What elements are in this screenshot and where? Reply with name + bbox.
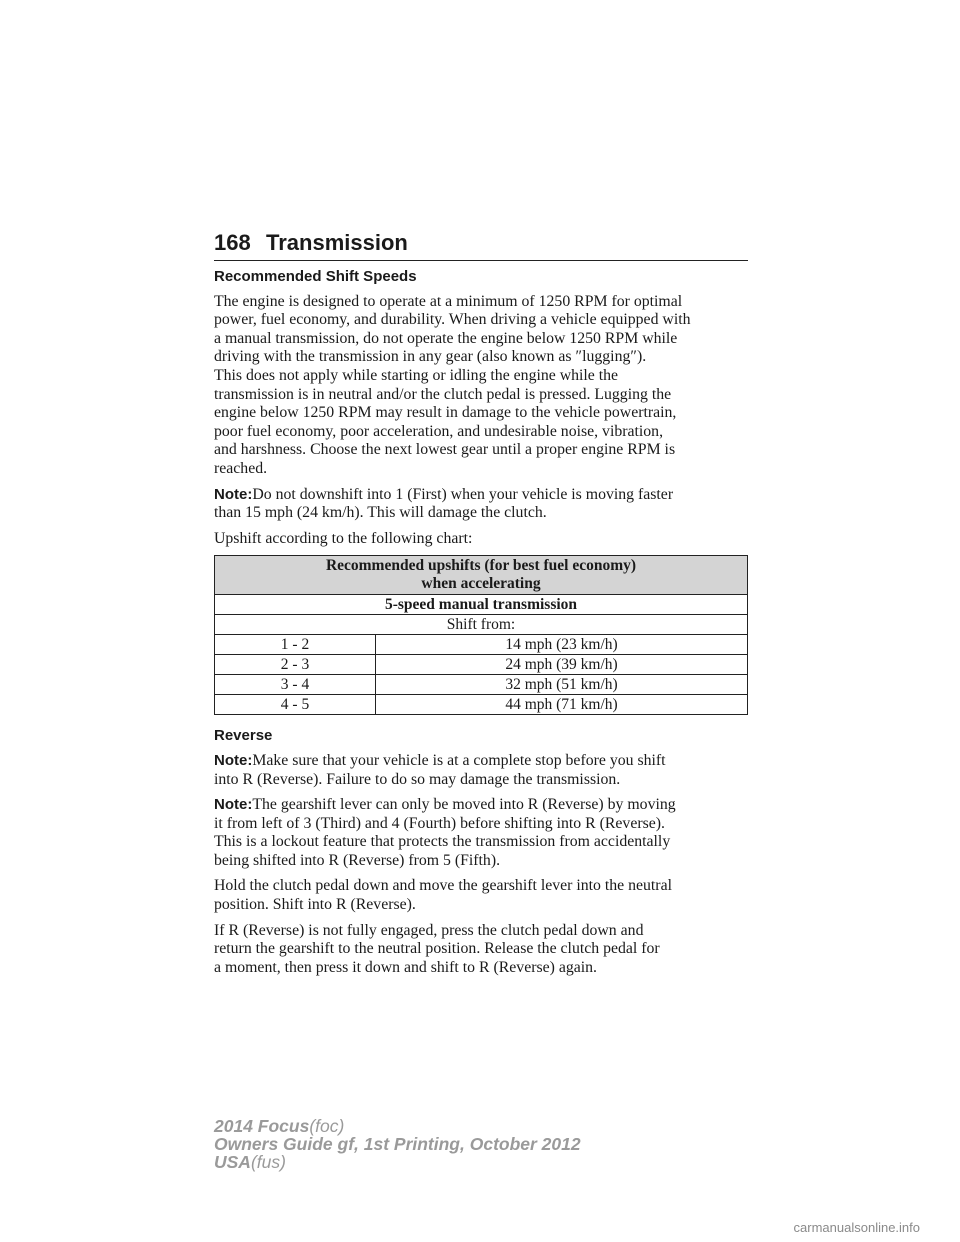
- table-row: [215, 655, 748, 675]
- text-line: This is a lockout feature that protects the transmission from accidentally: [214, 833, 671, 851]
- downshift-note: [214, 486, 750, 523]
- table-title-line: when accelerating: [421, 575, 541, 593]
- footer-guide-info: Owners Guide gf, 1st Printing, October 2012: [214, 1134, 581, 1154]
- reverse-note-2: [214, 796, 750, 870]
- table-row: [215, 695, 748, 715]
- text-line: position. Shift into R (Reverse).: [214, 896, 416, 914]
- note-text: Make sure that your vehicle is at a complete stop before you shift: [252, 751, 666, 769]
- reverse-paragraph-2: [214, 922, 750, 978]
- text-line: [214, 796, 750, 815]
- note-label: Note:: [214, 485, 253, 503]
- text-line: poor fuel economy, poor acceleration, and undesirable noise, vibration,: [214, 422, 664, 440]
- footer-market-code: (fus): [250, 1152, 286, 1172]
- text-line: Hold the clutch pedal down and move the gearshift lever into the neutral: [214, 877, 672, 895]
- footer-line: [214, 1117, 581, 1135]
- table-title: [215, 556, 748, 595]
- text-line: [214, 752, 750, 771]
- text-line: being shifted into R (Reverse) from 5 (Fifth).: [214, 851, 501, 869]
- text-line: engine below 1250 RPM may result in damage to the vehicle powertrain,: [214, 404, 677, 422]
- text-line: This does not apply while starting or idling the engine while the: [214, 366, 619, 384]
- page-header: [214, 228, 748, 261]
- table-subtitle: 5-speed manual transmission: [215, 595, 748, 615]
- text-line: a manual transmission, do not operate the engine below 1250 RPM while: [214, 329, 678, 347]
- reverse-paragraph-1: [214, 877, 750, 914]
- note-label: Note:: [214, 751, 253, 769]
- page-number: 168: [214, 230, 251, 255]
- reverse-note-1: [214, 752, 750, 789]
- table-row: [215, 635, 748, 655]
- gear-cell: 2 - 3: [215, 655, 376, 675]
- text-line: reached.: [214, 459, 268, 477]
- text-line: return the gearshift to the neutral position. Release the clutch pedal for: [214, 940, 660, 958]
- gear-cell: 1 - 2: [215, 635, 376, 655]
- text-line: [214, 486, 750, 505]
- reverse-heading: Reverse: [214, 727, 273, 745]
- text-line: a moment, then press it down and shift to R (Reverse) again.: [214, 958, 597, 976]
- intro-paragraph: [214, 293, 750, 479]
- note-text: Do not downshift into 1 (First) when your vehicle is moving faster: [252, 485, 674, 503]
- table-subtitle-row: [215, 595, 748, 615]
- table-title-row: [215, 556, 748, 595]
- shift-from-header: Shift from:: [215, 615, 748, 635]
- upshift-table: [214, 555, 748, 715]
- text-line: If R (Reverse) is not fully engaged, press the clutch pedal down and: [214, 921, 644, 939]
- note-label: Note:: [214, 796, 253, 814]
- gear-cell: 4 - 5: [215, 695, 376, 715]
- text-line: power, fuel economy, and durability. When driving a vehicle equipped with: [214, 311, 691, 329]
- section-heading: Recommended Shift Speeds: [214, 268, 417, 285]
- footer-model: 2014 Focus: [214, 1116, 310, 1136]
- chapter-title: Transmission: [266, 230, 408, 255]
- speed-cell: 24 mph (39 km/h): [376, 655, 748, 675]
- text-line: it from left of 3 (Third) and 4 (Fourth) before shifting into R (Reverse).: [214, 814, 665, 832]
- text-line: driving with the transmission in any gear (also known as ″lugging″).: [214, 348, 647, 366]
- text-line: than 15 mph (24 km/h). This will damage the clutch.: [214, 504, 547, 522]
- note-text: The gearshift lever can only be moved into R (Reverse) by moving: [252, 796, 676, 814]
- chart-intro: Upshift according to the following chart:: [214, 529, 473, 547]
- table-header-row: [215, 615, 748, 635]
- speed-cell: 32 mph (51 km/h): [376, 675, 748, 695]
- speed-cell: 14 mph (23 km/h): [376, 635, 748, 655]
- document-footer: [214, 1117, 581, 1171]
- footer-line: [214, 1153, 581, 1171]
- text-line: transmission is in neutral and/or the clutch pedal is pressed. Lugging the: [214, 385, 672, 403]
- text-line: and harshness. Choose the next lowest gear until a proper engine RPM is: [214, 441, 676, 459]
- table-row: [215, 675, 748, 695]
- text-line: into R (Reverse). Failure to do so may damage the transmission.: [214, 770, 621, 788]
- speed-cell: 44 mph (71 km/h): [376, 695, 748, 715]
- text-line: The engine is designed to operate at a minimum of 1250 RPM for optimal: [214, 292, 683, 310]
- gear-cell: 3 - 4: [215, 675, 376, 695]
- page-content: [214, 268, 750, 984]
- table-title-line: Recommended upshifts (for best fuel economy): [325, 557, 637, 575]
- site-watermark: carmanualsonline.info: [793, 1220, 920, 1235]
- footer-market: USA: [214, 1152, 251, 1172]
- footer-model-code: (foc): [309, 1116, 345, 1136]
